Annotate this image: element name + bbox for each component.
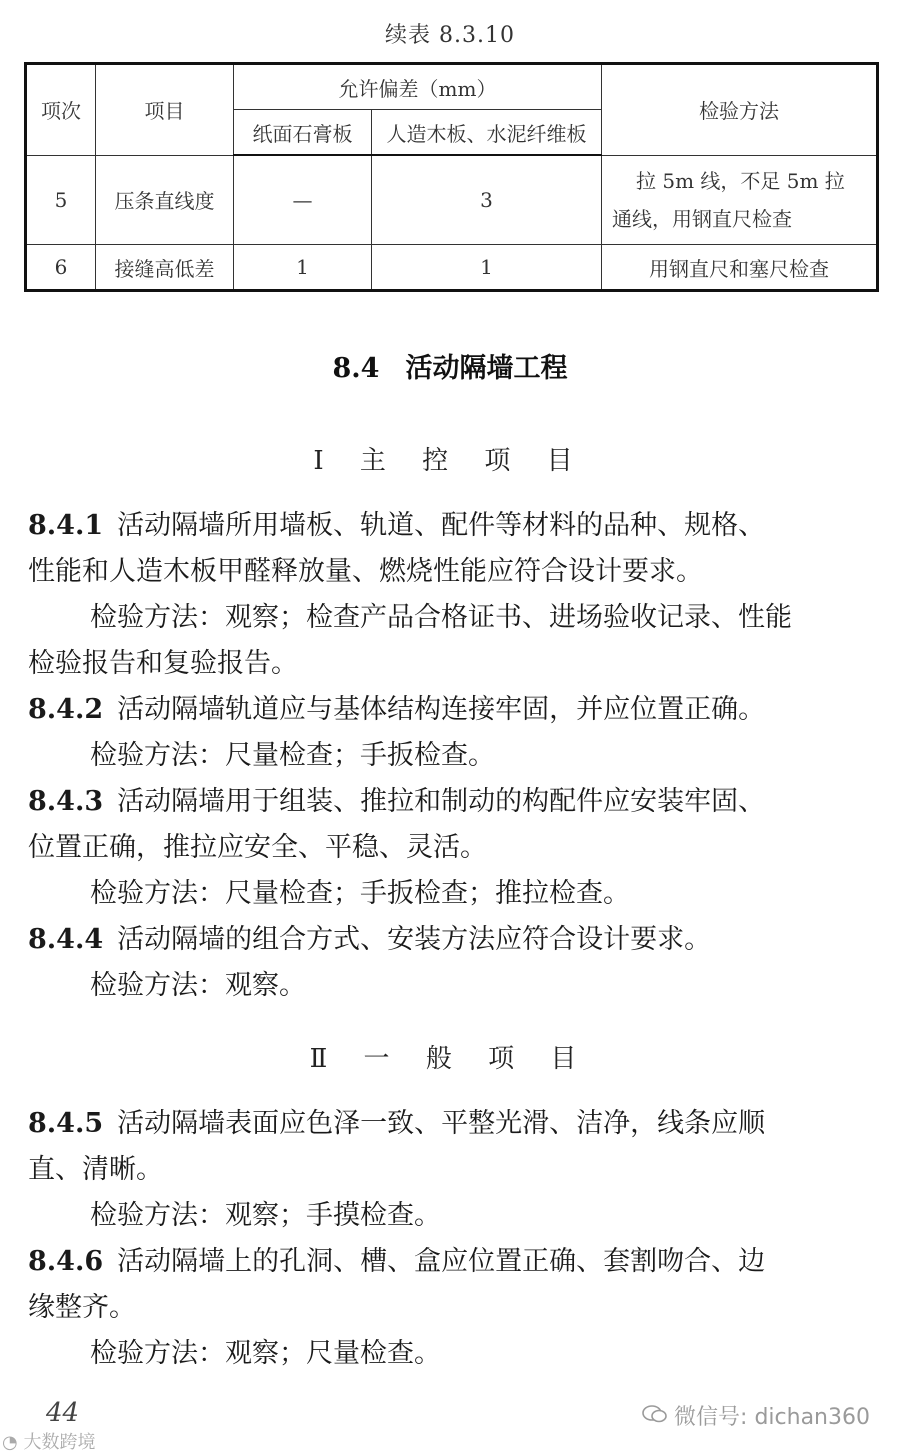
cell-no: 5 bbox=[26, 155, 96, 245]
clause-8-4-6-cont: 缘整齐。 bbox=[28, 1292, 136, 1323]
cell-method: 用钢直尺和塞尺检查 bbox=[602, 245, 878, 291]
inspection-method: 检验方法：尺量检查；手扳检查。 bbox=[90, 740, 495, 771]
clause-8-4-4 bbox=[28, 917, 878, 963]
logo-text: 大数跨境 bbox=[23, 1432, 96, 1453]
clause-8-4-6 bbox=[28, 1239, 878, 1285]
clause-8-4-1-cont: 性能和人造木板甲醛释放量、燃烧性能应符合设计要求。 bbox=[28, 556, 703, 587]
inspection-method: 检验方法：观察；检查产品合格证书、进场验收记录、性能 bbox=[90, 602, 792, 633]
page-number: 44 bbox=[46, 1398, 80, 1428]
inspection-method-cont: 检验报告和复验报告。 bbox=[28, 648, 298, 679]
clause-text: 活动隔墙的组合方式、安装方法应符合设计要求。 bbox=[117, 924, 712, 955]
header-no: 项次 bbox=[26, 64, 96, 156]
inspection-method: 检验方法：观察；手摸检查。 bbox=[90, 1200, 441, 1231]
clause-number: 8.4.6 bbox=[28, 1246, 104, 1277]
general-heading: Ⅱ 一 般 项 目 bbox=[309, 1044, 591, 1074]
cell-wood-cement: 1 bbox=[372, 245, 602, 291]
cell-no: 6 bbox=[26, 245, 96, 291]
logo-icon: ◔ bbox=[2, 1432, 18, 1453]
cell-wood-cement: 3 bbox=[372, 155, 602, 245]
cell-method-line1: 拉 5m 线，不足 5m 拉 bbox=[636, 168, 845, 193]
wechat-icon bbox=[642, 1404, 668, 1430]
header-gypsum: 纸面石膏板 bbox=[234, 110, 372, 156]
section-name: 活动隔墙工程 bbox=[405, 353, 568, 384]
clause-number: 8.4.3 bbox=[28, 786, 104, 817]
cell-gypsum: 1 bbox=[234, 245, 372, 291]
wechat-watermark bbox=[642, 1400, 870, 1431]
cell-method-line2: 通线，用钢直尺检查 bbox=[612, 206, 792, 231]
cell-item: 压条直线度 bbox=[96, 155, 234, 245]
header-wood-cement: 人造木板、水泥纤维板 bbox=[372, 110, 602, 156]
inspection-method: 检验方法：观察；尺量检查。 bbox=[90, 1338, 441, 1369]
clause-number: 8.4.4 bbox=[28, 924, 104, 955]
cell-item: 接缝高低差 bbox=[96, 245, 234, 291]
clause-number: 8.4.1 bbox=[28, 510, 104, 541]
clause-text: 活动隔墙用于组装、推拉和制动的构配件应安装牢固、 bbox=[117, 786, 766, 817]
table-row bbox=[26, 245, 878, 291]
clause-8-4-1 bbox=[28, 503, 878, 549]
cell-gypsum: — bbox=[234, 155, 372, 245]
tolerance-table bbox=[24, 62, 879, 292]
clause-8-4-3 bbox=[28, 779, 878, 825]
watermark-text: 微信号: dichan360 bbox=[674, 1405, 870, 1430]
clause-8-4-5 bbox=[28, 1101, 878, 1147]
clause-number: 8.4.5 bbox=[28, 1108, 104, 1139]
table-row bbox=[26, 155, 878, 245]
clause-text: 活动隔墙上的孔洞、槽、盒应位置正确、套割吻合、边 bbox=[117, 1246, 766, 1277]
table-caption: 续表 8.3.10 bbox=[385, 23, 515, 48]
header-method: 检验方法 bbox=[602, 64, 878, 156]
clause-text: 活动隔墙轨道应与基体结构连接牢固，并应位置正确。 bbox=[117, 694, 766, 725]
brand-logo bbox=[2, 1428, 95, 1454]
clause-text: 活动隔墙表面应色泽一致、平整光滑、洁净，线条应顺 bbox=[117, 1108, 766, 1139]
section-title bbox=[0, 346, 900, 385]
cell-method bbox=[602, 155, 878, 245]
clause-8-4-3-cont: 位置正确，推拉应安全、平稳、灵活。 bbox=[28, 832, 487, 863]
section-number: 8.4 bbox=[332, 353, 380, 384]
clause-8-4-2 bbox=[28, 687, 878, 733]
inspection-method: 检验方法：尺量检查；手扳检查；推拉检查。 bbox=[90, 878, 630, 909]
clause-number: 8.4.2 bbox=[28, 694, 104, 725]
clause-text: 活动隔墙所用墙板、轨道、配件等材料的品种、规格、 bbox=[117, 510, 766, 541]
header-tolerance: 允许偏差（mm） bbox=[234, 64, 602, 110]
header-item: 项目 bbox=[96, 64, 234, 156]
inspection-method: 检验方法：观察。 bbox=[90, 970, 306, 1001]
main-control-heading: Ⅰ 主 控 项 目 bbox=[313, 446, 587, 476]
clause-8-4-5-cont: 直、清晰。 bbox=[28, 1154, 163, 1185]
